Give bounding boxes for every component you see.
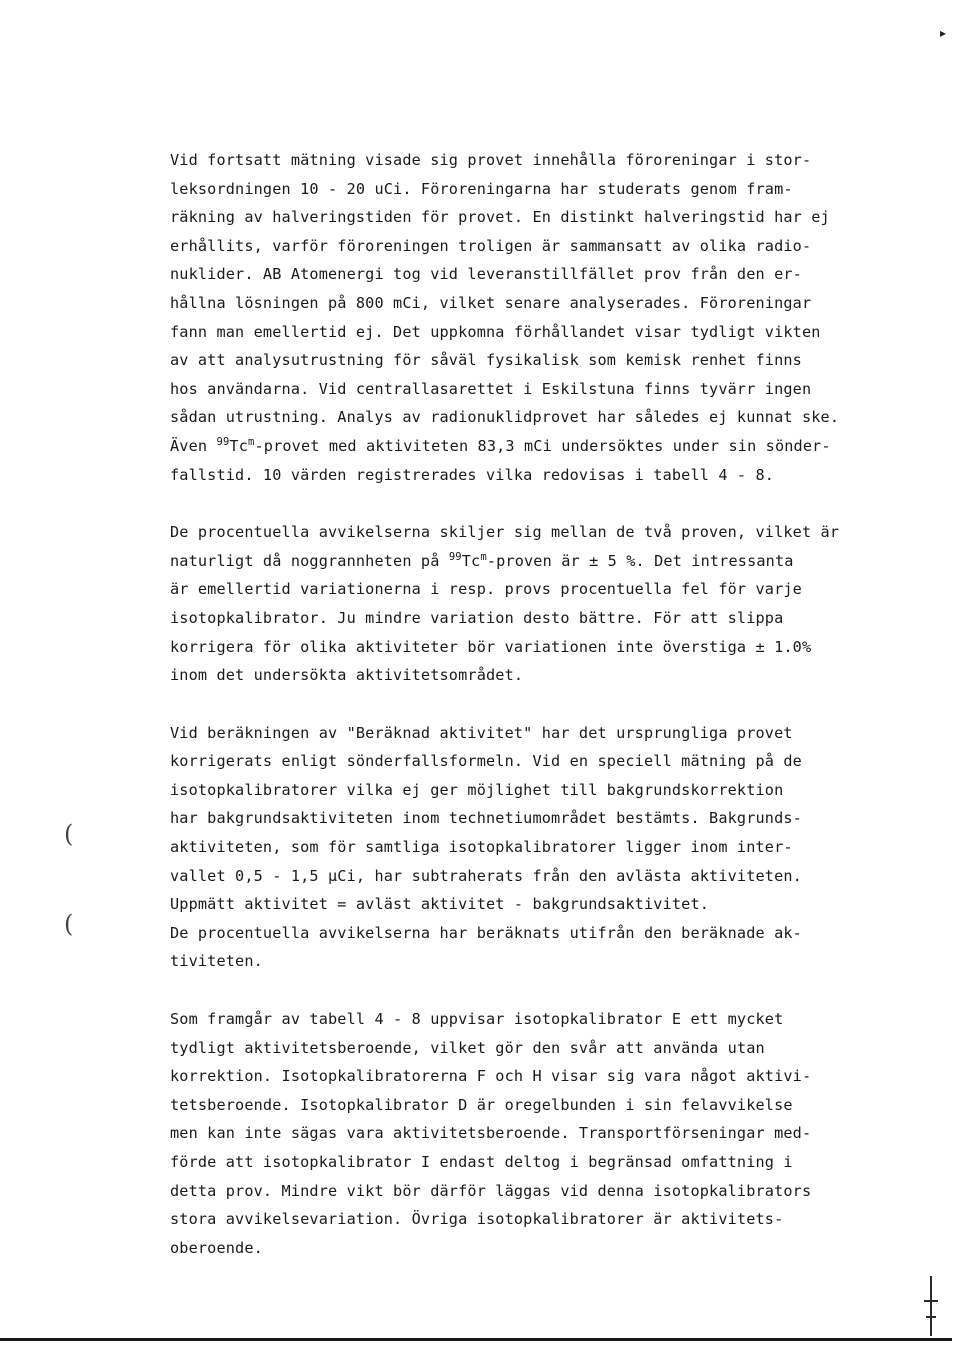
text-line: har bakgrundsaktiviteten inom technetiumområdet bestämts. Bakgrunds- (170, 809, 802, 828)
text-line (170, 547, 890, 576)
text-fragment: -provet med aktiviteten 83,3 mCi undersöktes under sin sönder- (254, 436, 831, 455)
text-line: fallstid. 10 värden registrerades vilka redovisas i tabell 4 - 8. (170, 465, 775, 484)
corner-arrow-mark: ▸ (939, 26, 946, 40)
text-line: hos användarna. Vid centrallasarettet i Eskilstuna finns tyvärr ingen (170, 379, 812, 398)
text-fragment: Tc (461, 551, 481, 570)
superscript-text: m (248, 436, 255, 449)
text-line: hållna lösningen på 800 mCi, vilket senare analyserades. Föroreningar (170, 293, 812, 312)
text-line: aktiviteten, som för samtliga isotopkalibratorer ligger inom inter- (170, 838, 793, 857)
paragraph (170, 518, 890, 690)
text-line: De procentuella avvikelserna skiljer sig mellan de två proven, vilket är (170, 523, 840, 542)
text-line (170, 432, 890, 461)
text-fragment: Även (170, 436, 217, 455)
text-line: isotopkalibratorer vilka ej ger möjlighet till bakgrundskorrektion (170, 780, 784, 799)
text-line: Vid beräkningen av "Beräknad aktivitet" har det ursprungliga provet (170, 723, 793, 742)
text-line: leksordningen 10 - 20 uCi. Föroreningarna har studerats genom fram- (170, 179, 793, 198)
text-line: Som framgår av tabell 4 - 8 uppvisar isotopkalibrator E ett mycket (170, 1010, 784, 1029)
superscript-text: m (480, 550, 487, 563)
text-fragment: Tc (229, 436, 249, 455)
paragraph (170, 1005, 890, 1262)
text-line: men kan inte sägas vara aktivitetsberoende. Transportförseningar med- (170, 1124, 812, 1143)
page-edge-tick (924, 1300, 938, 1302)
text-line: är emellertid variationerna i resp. provs procentuella fel för varje (170, 580, 802, 599)
text-line: Vid fortsatt mätning visade sig provet innehålla föroreningar i stor- (170, 151, 812, 169)
text-fragment: naturligt då noggrannheten på (170, 551, 449, 570)
body-text (170, 146, 890, 1291)
text-line: tiviteten. (170, 952, 263, 971)
text-fragment: -proven är ± 5 %. Det intressanta (486, 551, 794, 570)
text-line: De procentuella avvikelserna har beräknats utifrån den beräknade ak- (170, 923, 802, 942)
superscript-text: 99 (448, 550, 462, 563)
text-line: korrigera för olika aktiviteter bör variationen inte överstiga ± 1.0% (170, 637, 812, 656)
text-line: isotopkalibrator. Ju mindre variation desto bättre. För att slippa (170, 608, 784, 627)
text-line: korrektion. Isotopkalibratorerna F och H visar sig vara något aktivi- (170, 1067, 812, 1086)
page-edge-tick (926, 1316, 936, 1318)
footer-rule (0, 1338, 952, 1341)
text-line: förde att isotopkalibrator I endast deltog i begränsad omfattning i (170, 1153, 793, 1171)
paragraph (170, 146, 890, 489)
text-line: detta prov. Mindre vikt bör därför läggas vid denna isotopkalibrators (170, 1181, 812, 1200)
text-line: Uppmätt aktivitet = avläst aktivitet - bakgrundsaktivitet. (170, 895, 710, 914)
margin-bracket-mark: ( (64, 820, 74, 848)
paragraph (170, 719, 890, 976)
text-line: oberoende. (170, 1238, 263, 1257)
text-line: nuklider. AB Atomenergi tog vid leveranstillfället prov från den er- (170, 265, 802, 284)
margin-bracket-mark: ( (64, 910, 74, 938)
text-line: erhållits, varför föroreningen troligen är sammansatt av olika radio- (170, 236, 812, 255)
text-line: korrigerats enligt sönderfallsformeln. Vid en speciell mätning på de (170, 752, 802, 771)
text-line: av att analysutrustning för såväl fysikalisk som kemisk renhet finns (170, 351, 802, 370)
text-line: vallet 0,5 - 1,5 µCi, har subtraherats från den avlästa aktiviteten. (170, 866, 802, 885)
text-line: fann man emellertid ej. Det uppkomna förhållandet visar tydligt vikten (170, 322, 821, 341)
text-line: räkning av halveringstiden för provet. En distinkt halveringstid har ej (170, 208, 830, 227)
text-line: tetsberoende. Isotopkalibrator D är oregelbunden i sin felavvikelse (170, 1095, 793, 1114)
text-line: tydligt aktivitetsberoende, vilket gör den svår att använda utan (170, 1038, 765, 1057)
superscript-text: 99 (216, 436, 230, 449)
page-edge-mark (930, 1276, 932, 1336)
text-line: inom det undersökta aktivitetsområdet. (170, 666, 524, 685)
text-line: stora avvikelsevariation. Övriga isotopkalibratorer är aktivitets- (170, 1210, 784, 1229)
text-line: sådan utrustning. Analys av radionuklidprovet har således ej kunnat ske. (170, 408, 840, 427)
